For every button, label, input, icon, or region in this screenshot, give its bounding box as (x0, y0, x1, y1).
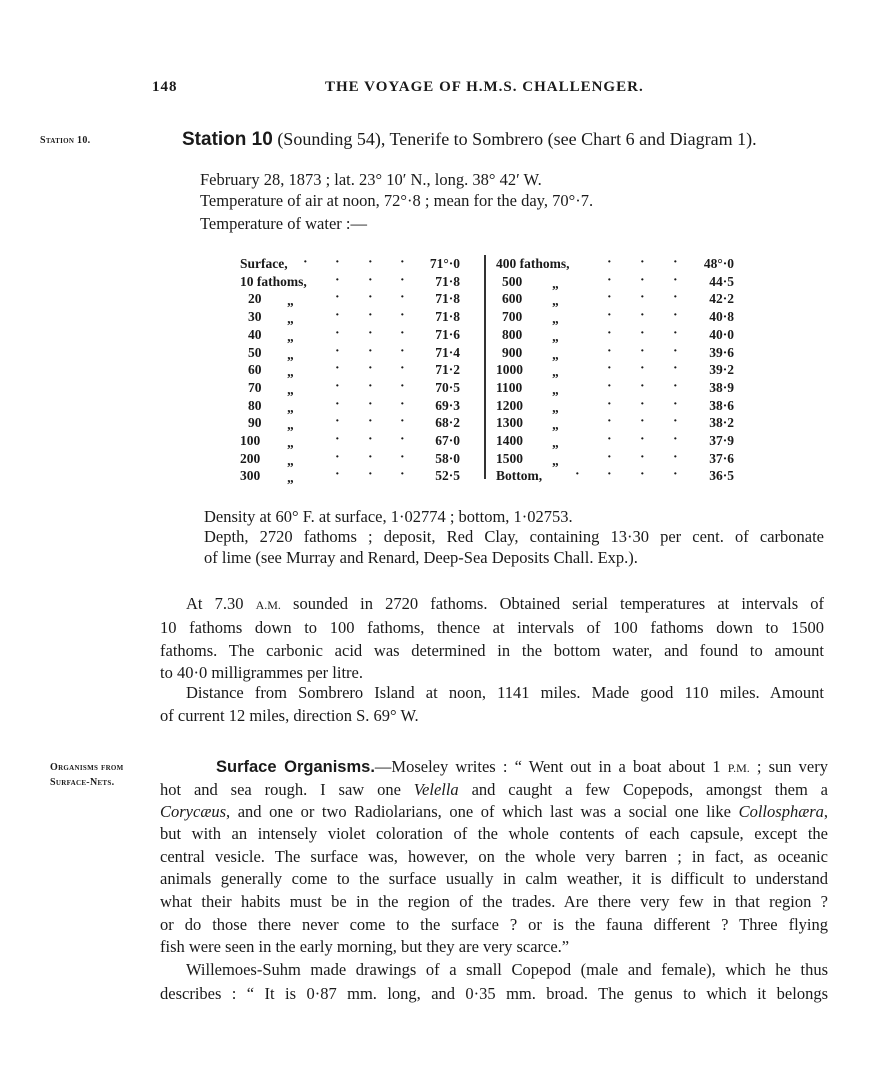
temperature-value: 44·5 (709, 273, 734, 289)
leader-dot: · (640, 290, 645, 306)
ditto-mark: „ (287, 346, 294, 362)
text-span: describes : “ It is 0·87 mm. long, and 0·35 mm. broad. The genus to which it belongs (160, 984, 828, 1003)
leader-dot: · (640, 361, 645, 377)
margin-note-organisms-2: Surface-Nets. (50, 777, 115, 788)
text-line (160, 780, 828, 800)
page-number: 148 (152, 79, 178, 95)
leader-dot: · (335, 432, 340, 447)
text-span: of current 12 miles, direction S. 69° W. (160, 706, 419, 725)
text-line (204, 527, 824, 547)
temperature-value: 58·0 (435, 450, 460, 466)
running-title: THE VOYAGE OF H.M.S. CHALLENGER. (325, 79, 644, 95)
text-line (204, 507, 573, 527)
temperature-value: 71·6 (435, 326, 460, 342)
leader-dot: · (335, 467, 340, 483)
depth-label: 50 (248, 344, 262, 360)
text-line (186, 594, 824, 614)
leader-dot: · (400, 414, 405, 430)
leader-dot: · (673, 467, 678, 483)
leader-dot: · (673, 255, 678, 270)
temperature-value: 69·3 (435, 397, 460, 413)
ditto-mark: „ (552, 381, 559, 397)
leader-dot: · (640, 308, 645, 324)
temperature-value: 52·5 (435, 468, 460, 484)
text-span: At 7.30 (186, 594, 256, 613)
leader-dot: · (673, 378, 678, 394)
depth-label: 90 (248, 415, 262, 431)
leader-dot: · (368, 396, 373, 412)
station-heading (182, 129, 757, 151)
temperature-value: 36·5 (709, 468, 734, 484)
depth-label: 100 (240, 433, 261, 448)
leader-dot: · (607, 343, 612, 359)
leader-dot: · (368, 272, 373, 288)
leader-dot: · (640, 272, 645, 288)
text-line (160, 663, 363, 683)
leader-dot: · (607, 361, 612, 377)
temperature-value: 38·9 (709, 379, 734, 395)
text-span: Willemoes-Suhm made drawings of a small Copepod (male and female), which he thus (186, 960, 828, 979)
temperature-value: 39·6 (709, 344, 734, 360)
leader-dot: · (607, 290, 612, 306)
leader-dot: · (368, 255, 373, 270)
depth-label: 1300 (496, 415, 523, 431)
text-span: 10 fathoms down to 100 fathoms, thence at intervals of 100 fathoms down to 1500 (160, 618, 824, 637)
depth-label: 700 (502, 309, 523, 325)
text-line (160, 802, 828, 822)
depth-label: 1500 (496, 450, 523, 466)
depth-label: 600 (502, 291, 523, 307)
temperature-value: 39·2 (709, 362, 734, 378)
temperature-value: 38·6 (709, 397, 734, 413)
ditto-mark: „ (287, 417, 294, 433)
ditto-mark: „ (552, 417, 559, 433)
leader-dot: · (400, 432, 405, 447)
leader-dot: · (400, 343, 405, 359)
leader-dot: · (640, 255, 645, 270)
leader-dot: · (400, 449, 405, 465)
leader-dot: · (673, 325, 678, 341)
text-span: of lime (see Murray and Renard, Deep-Sea Deposits Chall. Exp.). (204, 548, 638, 567)
depth-label: 1200 (496, 397, 523, 413)
text-span: Distance from Sombrero Island at noon, 1141 miles. Made good 110 miles. Amount (186, 683, 824, 702)
leader-dot: · (607, 467, 612, 483)
temperature-value: 40·0 (709, 326, 734, 342)
temperature-value: 70·5 (435, 379, 460, 395)
leader-dot: · (368, 290, 373, 306)
text-line (160, 641, 824, 661)
table-divider (484, 255, 486, 479)
leader-dot: · (335, 343, 340, 359)
text-line (160, 847, 828, 867)
depth-label: 200 (240, 450, 261, 466)
depth-label: 30 (248, 309, 262, 325)
depth-label: 1000 (496, 362, 523, 378)
leader-dot: · (335, 361, 340, 377)
leader-dot: · (673, 308, 678, 324)
station-heading-bold: Station 10 (182, 129, 273, 150)
text-span: , and one or two Radiolarians, one of which last was a social one like (226, 802, 739, 821)
ditto-mark: „ (552, 328, 559, 344)
ditto-mark: „ (287, 311, 294, 327)
text-span: Depth, 2720 fathoms ; deposit, Red Clay, containing 13·30 per cent. of carbonate (204, 527, 824, 546)
leader-dot: · (335, 255, 340, 270)
leader-dot: · (368, 467, 373, 483)
leader-dot: · (673, 343, 678, 359)
leader-dot: · (368, 361, 373, 377)
leader-dot: · (368, 378, 373, 394)
leader-dot: · (673, 290, 678, 306)
text-span: to 40·0 milligrammes per litre. (160, 663, 363, 682)
ditto-mark: „ (552, 452, 559, 468)
leader-dot: · (640, 414, 645, 430)
leader-dot: · (673, 361, 678, 377)
air-temperature-line: Temperature of air at noon, 72°·8 ; mean for the day, 70°·7. (200, 191, 594, 210)
leader-dot: · (303, 255, 308, 270)
depth-label: 20 (248, 291, 262, 307)
ditto-mark: „ (287, 470, 294, 486)
leader-dot: · (400, 325, 405, 341)
leader-dot: · (400, 255, 405, 270)
leader-dot: · (368, 325, 373, 341)
leader-dot: · (607, 272, 612, 288)
ditto-mark: „ (287, 328, 294, 344)
ditto-mark: „ (552, 399, 559, 415)
text-span: what their habits must be in the region of the trades. Are there very few in that region ? (160, 892, 828, 911)
leader-dot: · (673, 449, 678, 465)
temperature-value: 42·2 (709, 291, 734, 307)
leader-dot: · (400, 396, 405, 412)
italic-text: Velella (413, 780, 459, 799)
italic-text: Corycæus (160, 802, 226, 821)
depth-label: 60 (248, 362, 262, 378)
temperature-value: 68·2 (435, 415, 460, 431)
text-span: ; sun very (749, 757, 828, 776)
leader-dot: · (335, 414, 340, 430)
leader-dot: · (400, 290, 405, 306)
text-span: fathoms. The carbonic acid was determined in the bottom water, and found to amount (160, 641, 824, 660)
text-line (186, 683, 824, 703)
text-span: A.M. (255, 598, 281, 612)
leader-dot: · (400, 272, 405, 288)
temperature-value: 67·0 (435, 433, 460, 448)
italic-text: Collosphæra (738, 802, 824, 821)
text-span: and caught a few Copepods, amongst them a (458, 780, 828, 799)
leader-dot: · (640, 467, 645, 483)
text-line (204, 548, 638, 568)
text-span: but with an intensely violet coloration of the whole contents of each capsule, except the (160, 824, 828, 843)
temperature-value: 37·6 (709, 450, 734, 466)
text-span: fish were seen in the early morning, but they are very scarce.” (160, 937, 570, 956)
depth-label: 1400 (496, 433, 523, 448)
text-span: animals generally come to the surface usually in calm weather, it is difficult to understand (160, 869, 828, 888)
temperature-value: 38·2 (709, 415, 734, 431)
ditto-mark: „ (287, 452, 294, 468)
margin-note-organisms-1: Organisms from (50, 762, 124, 773)
leader-dot: · (607, 414, 612, 430)
temperature-value: 40·8 (709, 309, 734, 325)
depth-label: 70 (248, 379, 262, 395)
depth-label: 500 (502, 273, 523, 289)
temperature-value: 71·8 (435, 291, 460, 307)
text-span: Density at 60° F. at surface, 1·02774 ; bottom, 1·02753. (204, 507, 573, 526)
temperature-value: 71·8 (435, 309, 460, 325)
text-line (160, 937, 569, 957)
ditto-mark: „ (552, 364, 559, 380)
depth-label: 40 (248, 326, 262, 342)
leader-dot: · (335, 449, 340, 465)
text-span: hot and sea rough. I saw one (160, 780, 414, 799)
leader-dot: · (335, 272, 340, 288)
text-line (160, 915, 828, 935)
temperature-value: 48°·0 (703, 256, 734, 271)
ditto-mark: „ (287, 381, 294, 397)
text-span: or do those there never come to the surface ? or is the fauna different ? Three flying (160, 915, 828, 934)
leader-dot: · (575, 467, 580, 483)
station-heading-rest: (Sounding 54), Tenerife to Sombrero (see Chart 6 and Diagram 1). (272, 129, 757, 149)
ditto-mark: „ (552, 346, 559, 362)
temperature-value: 71·2 (435, 362, 460, 378)
text-line (160, 706, 419, 726)
leader-dot: · (368, 414, 373, 430)
leader-dot: · (335, 378, 340, 394)
text-line (160, 892, 828, 912)
leader-dot: · (368, 343, 373, 359)
leader-dot: · (607, 255, 612, 270)
leader-dot: · (607, 308, 612, 324)
leader-dot: · (335, 396, 340, 412)
depth-label: 80 (248, 397, 262, 413)
depth-label: 10 fathoms, (240, 273, 307, 289)
temperature-value: 71·8 (435, 273, 460, 289)
leader-dot: · (400, 378, 405, 394)
leader-dot: · (368, 449, 373, 465)
ditto-mark: „ (552, 311, 559, 327)
leader-dot: · (640, 432, 645, 447)
leader-dot: · (607, 325, 612, 341)
leader-dot: · (640, 396, 645, 412)
depth-label: 900 (502, 344, 523, 360)
text-span: central vesicle. The surface was, however, on the whole very barren ; in fact, as oceanic (160, 847, 828, 866)
text-line (186, 960, 828, 980)
leader-dot: · (673, 432, 678, 447)
text-line (160, 984, 828, 1004)
leader-dot: · (368, 432, 373, 447)
text-span: sounded in 2720 fathoms. Obtained serial temperatures at intervals of (280, 594, 824, 613)
leader-dot: · (673, 272, 678, 288)
depth-label: 400 fathoms, (496, 256, 570, 271)
ditto-mark: „ (552, 435, 559, 450)
text-span: P.M. (727, 761, 750, 775)
depth-label: 1100 (496, 379, 523, 395)
water-temperature-label: Temperature of water :— (200, 214, 367, 233)
leader-dot: · (640, 343, 645, 359)
leader-dot: · (607, 378, 612, 394)
leader-dot: · (673, 396, 678, 412)
leader-dot: · (640, 378, 645, 394)
depth-label: 800 (502, 326, 523, 342)
leader-dot: · (607, 449, 612, 465)
leader-dot: · (400, 308, 405, 324)
leader-dot: · (335, 325, 340, 341)
ditto-mark: „ (287, 435, 294, 450)
text-line (160, 618, 824, 638)
leader-dot: · (607, 396, 612, 412)
leader-dot: · (335, 290, 340, 306)
text-span: , (823, 802, 828, 821)
text-span: —Moseley writes : “ Went out in a boat about 1 (374, 757, 728, 776)
ditto-mark: „ (287, 364, 294, 380)
text-line (216, 757, 828, 777)
margin-note-station: Station 10. (40, 135, 91, 146)
temperature-value: 37·9 (709, 433, 734, 448)
depth-label: 300 (240, 468, 261, 484)
text-line (160, 869, 828, 889)
section-heading: Surface Organisms. (216, 758, 375, 776)
ditto-mark: „ (287, 399, 294, 415)
leader-dot: · (400, 467, 405, 483)
leader-dot: · (607, 432, 612, 447)
depth-label: Bottom, (496, 468, 543, 484)
leader-dot: · (640, 325, 645, 341)
ditto-mark: „ (552, 293, 559, 309)
temperature-value: 71°·0 (429, 256, 460, 271)
leader-dot: · (400, 361, 405, 377)
depth-label: Surface, (240, 256, 288, 271)
leader-dot: · (640, 449, 645, 465)
ditto-mark: „ (287, 293, 294, 309)
temperature-value: 71·4 (435, 344, 460, 360)
leader-dot: · (335, 308, 340, 324)
date-position-line: February 28, 1873 ; lat. 23° 10′ N., long. 38° 42′ W. (200, 170, 542, 189)
leader-dot: · (673, 414, 678, 430)
text-line (160, 824, 828, 844)
ditto-mark: „ (552, 275, 559, 291)
leader-dot: · (368, 308, 373, 324)
